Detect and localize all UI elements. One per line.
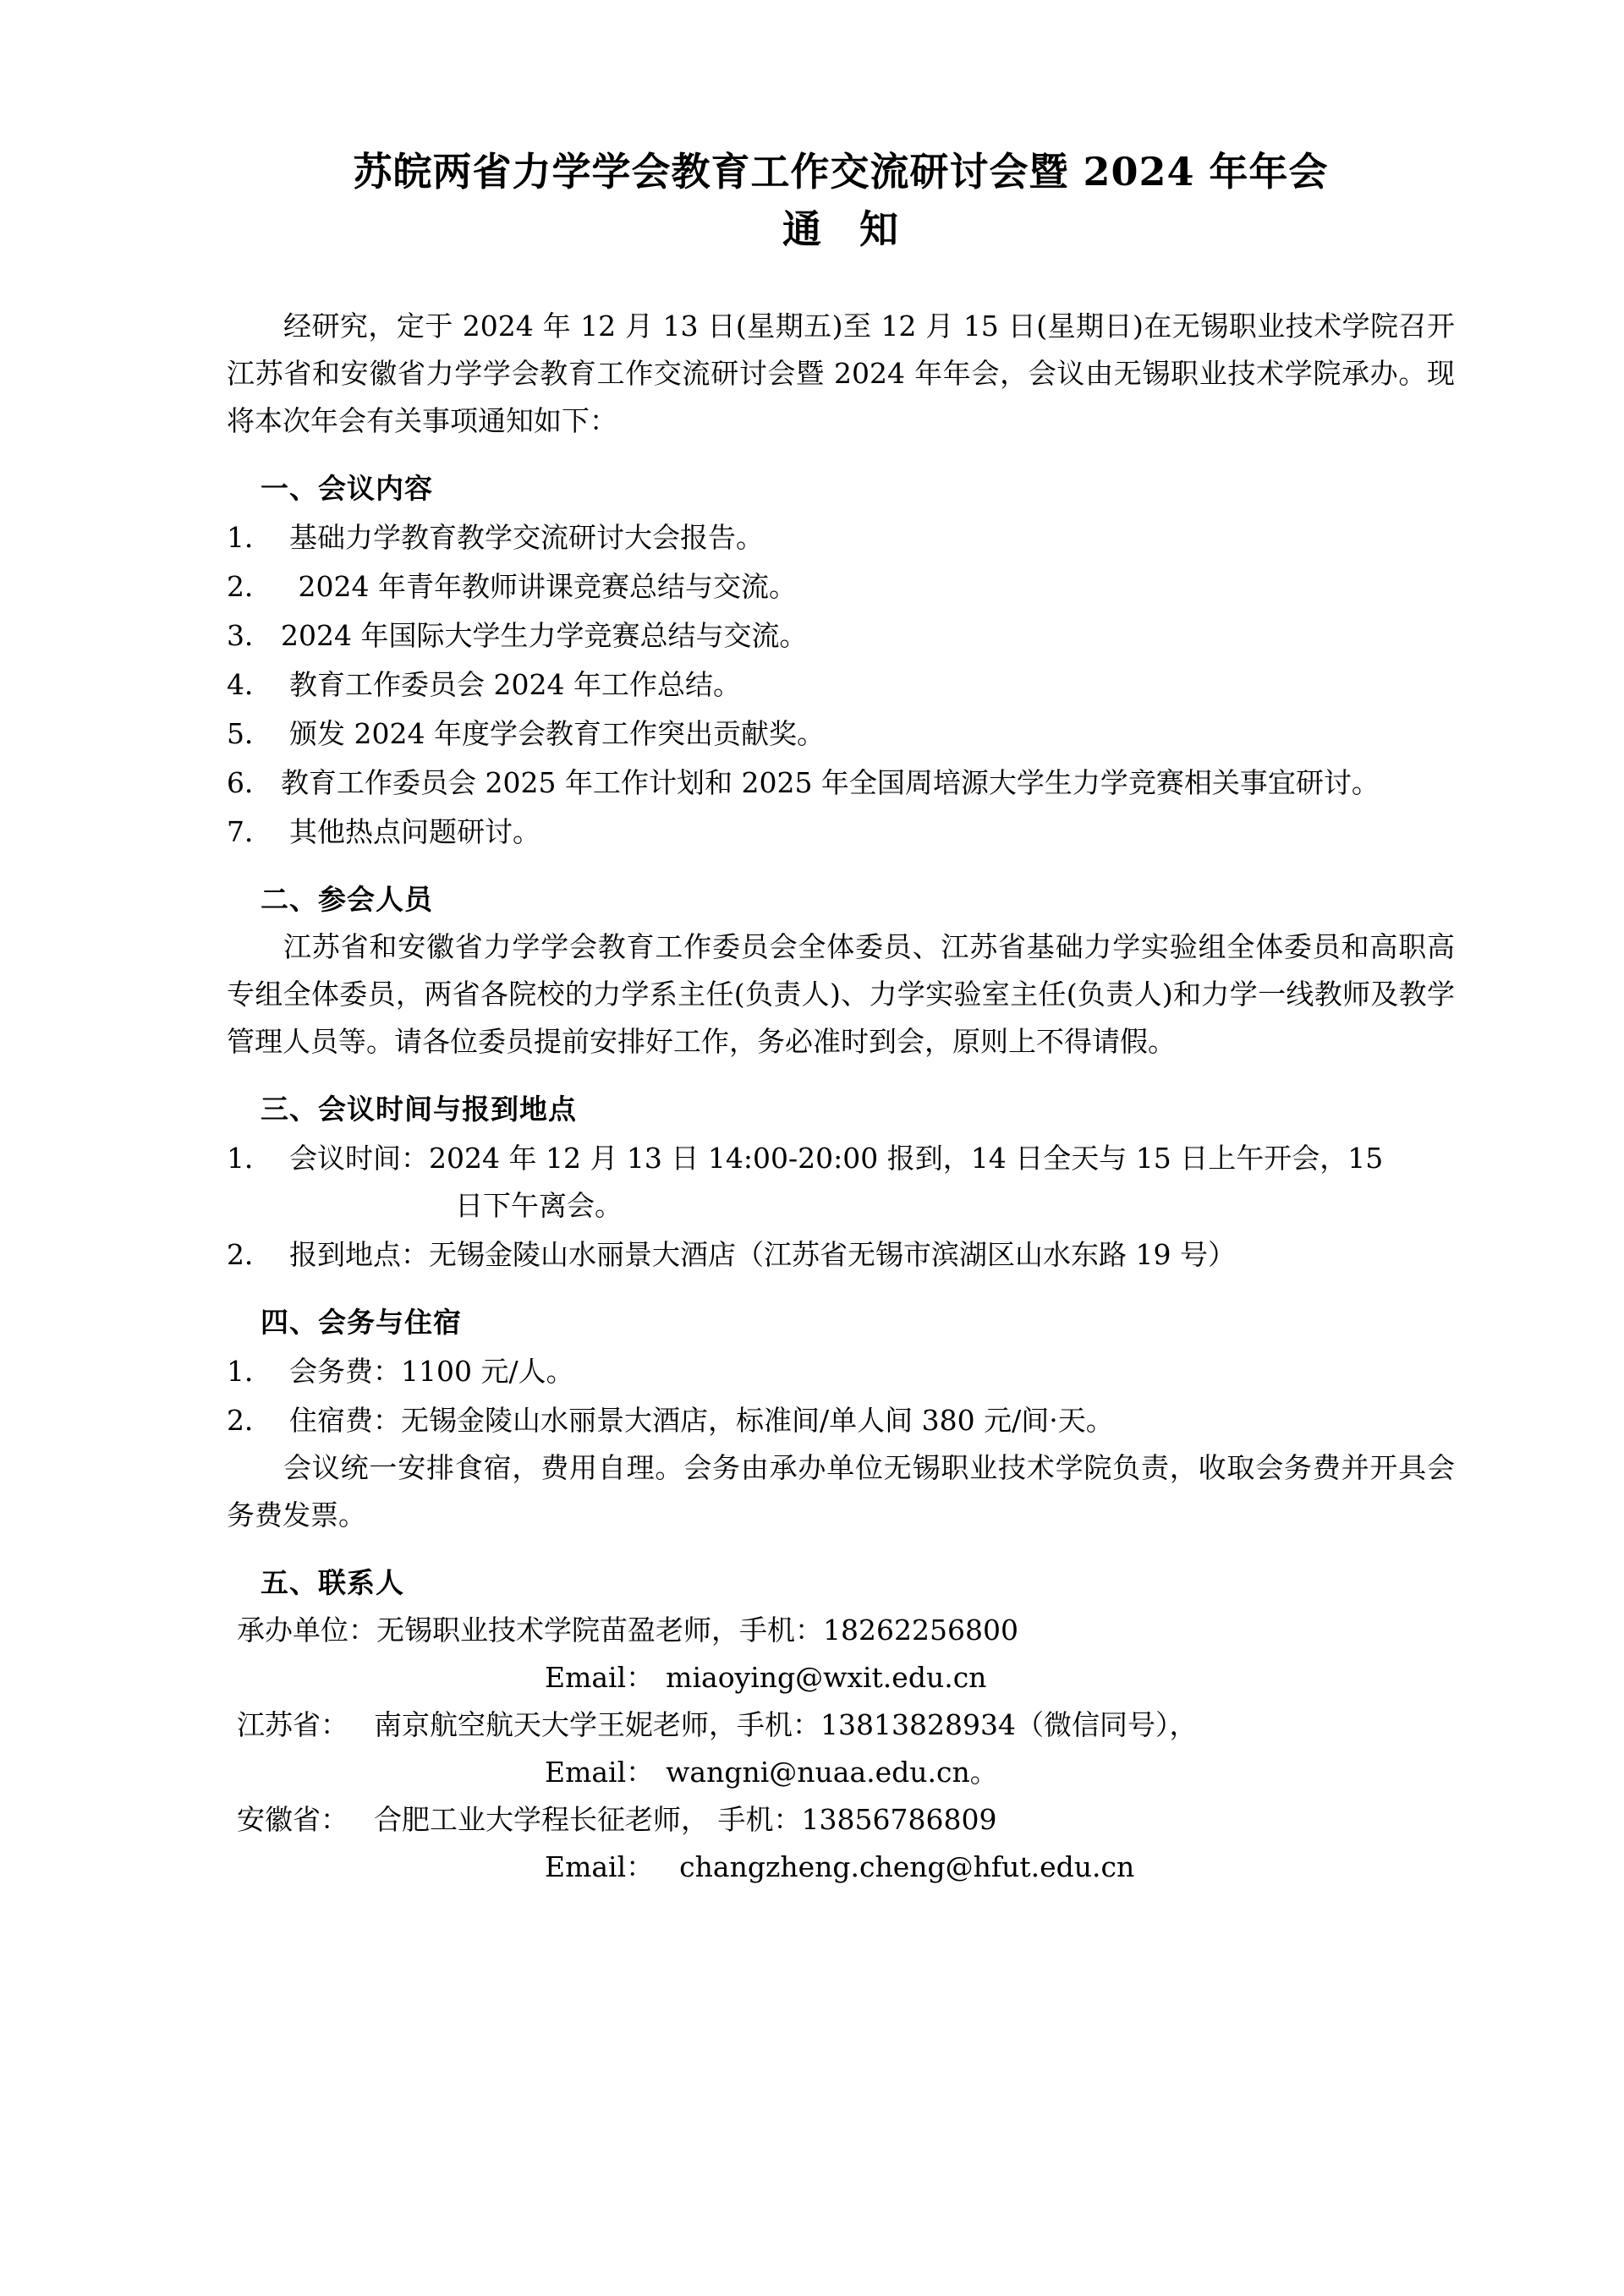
contact-detail: 合肥工业大学程长征老师， 手机：13856786809	[374, 1803, 997, 1836]
list-text: 报到地点：无锡金陵山水丽景大酒店（江苏省无锡市滨湖区山水东路 19 号）	[289, 1238, 1236, 1271]
section-three-list	[227, 1133, 1455, 1279]
page-title: 苏皖两省力学学会教育工作交流研讨会暨 2024 年年会	[353, 149, 1329, 195]
list-item	[227, 709, 1455, 758]
list-marker: 6．	[227, 766, 272, 799]
list-item	[227, 1395, 1455, 1444]
list-marker: 1．	[227, 1355, 272, 1388]
list-text: 基础力学教育教学交流研讨大会报告。	[289, 521, 764, 554]
list-item	[227, 512, 1455, 562]
list-marker: 1．	[227, 521, 272, 554]
list-marker: 5．	[227, 717, 272, 750]
list-text: 颁发 2024 年度学会教育工作突出贡献奖。	[289, 717, 825, 750]
contact-label: 江苏省：	[237, 1708, 348, 1741]
list-text: 会议时间：2024 年 12 月 13 日 14:00-20:00 报到，14 日全天与 15 日上午开会，15	[289, 1142, 1384, 1175]
list-item	[227, 1133, 1455, 1182]
email-address[interactable]: wangni@nuaa.edu.cn。	[666, 1756, 998, 1789]
section-two-paragraph: 江苏省和安徽省力学学会教育工作委员会全体委员、江苏省基础力学实验组全体委员和高职高专组全体委员，两省各院校的力学系主任(负责人)、力学实验室主任(负责人)和力学一线教师及教学管理人员等。请各位委员提前安排好工作，务必准时到会，原则上不得请假。	[227, 930, 1455, 1058]
page-subtitle	[227, 198, 1455, 255]
list-text: 2024 年国际大学生力学竞赛总结与交流。	[281, 619, 808, 652]
list-text: 其他热点问题研讨。	[289, 815, 540, 848]
email-label: Email：	[545, 1661, 655, 1694]
list-marker: 3．	[227, 619, 272, 652]
list-item	[227, 660, 1455, 709]
list-item	[227, 1230, 1455, 1279]
subtitle-char-2: 知	[859, 206, 899, 252]
list-marker: 7．	[227, 815, 272, 848]
list-marker: 2．	[227, 1404, 272, 1437]
contact-detail: 无锡职业技术学院苗盈老师，手机：18262256800	[376, 1614, 1018, 1647]
section-heading-five: 五、联系人	[261, 1566, 404, 1599]
contact-detail: 南京航空航天大学王妮老师，手机：13813828934（微信同号），	[374, 1708, 1198, 1741]
list-item	[227, 758, 1455, 807]
contact-label: 安徽省：	[237, 1803, 348, 1836]
lead-paragraph: 经研究，定于 2024 年 12 月 13 日(星期五)至 12 月 15 日(星期日)在无锡职业技术学院召开江苏省和安徽省力学学会教育工作交流研讨会暨 2024 年年会，会议由无锡职业技术学院承办。现将本次年会有关事项通知如下：	[227, 310, 1455, 437]
list-item-continuation: 日下午离会。	[455, 1189, 623, 1222]
contact-email-line	[227, 1844, 1455, 1891]
email-address[interactable]: miaoying@wxit.edu.cn	[666, 1661, 987, 1694]
list-text: 会务费：1100 元/人。	[289, 1355, 574, 1388]
list-text: 住宿费：无锡金陵山水丽景大酒店，标准间/单人间 380 元/间·天。	[289, 1404, 1114, 1437]
contact-block-jiangsu	[227, 1701, 1455, 1796]
list-marker: 2．	[227, 1238, 272, 1271]
email-address[interactable]: changzheng.cheng@hfut.edu.cn	[679, 1850, 1135, 1883]
list-text: 2024 年青年教师讲课竞赛总结与交流。	[289, 570, 797, 603]
contact-block-host	[227, 1607, 1455, 1701]
list-item	[227, 1346, 1455, 1395]
list-text: 教育工作委员会 2025 年工作计划和 2025 年全国周培源大学生力学竞赛相关事宜研讨。	[281, 766, 1380, 799]
email-label: Email：	[545, 1756, 655, 1789]
list-marker: 2．	[227, 570, 272, 603]
document-content	[227, 0, 1455, 1891]
list-item	[227, 807, 1455, 856]
contact-line	[227, 1607, 1455, 1654]
list-item	[227, 562, 1455, 611]
contact-email-line	[227, 1654, 1455, 1701]
list-marker: 4．	[227, 668, 272, 701]
contact-line	[227, 1701, 1455, 1749]
section-heading-four: 四、会务与住宿	[261, 1306, 462, 1339]
contact-line	[227, 1796, 1455, 1844]
section-heading-three: 三、会议时间与报到地点	[261, 1093, 577, 1126]
list-item	[227, 611, 1455, 660]
section-four-list	[227, 1346, 1455, 1444]
contact-label: 承办单位：	[237, 1614, 376, 1647]
section-four-closing-paragraph: 会议统一安排食宿，费用自理。会务由承办单位无锡职业技术学院负责，收取会务费并开具会务费发票。	[227, 1451, 1455, 1532]
section-heading-one: 一、会议内容	[261, 472, 433, 505]
contact-email-line	[227, 1749, 1455, 1796]
email-label: Email：	[545, 1850, 655, 1883]
subtitle-char-1: 通	[782, 206, 822, 252]
contact-block-anhui	[227, 1796, 1455, 1891]
list-marker: 1．	[227, 1142, 272, 1175]
list-text: 教育工作委员会 2024 年工作总结。	[289, 668, 741, 701]
section-one-list	[227, 512, 1455, 856]
section-heading-two: 二、参会人员	[261, 883, 433, 916]
